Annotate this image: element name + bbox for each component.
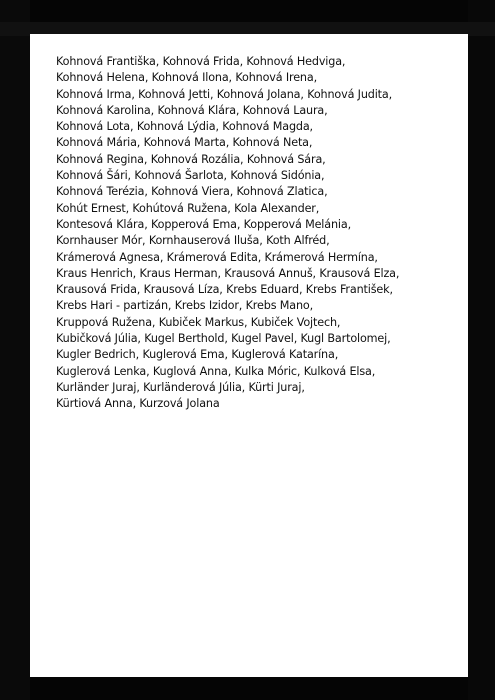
scan-border-right (468, 0, 495, 700)
name-list-line: Kuglerová Lenka, Kuglová Anna, Kulka Móric, Kulková Elsa, (56, 364, 376, 378)
name-list-line: Kohnová Mária, Kohnová Marta, Kohnová Neta, (56, 136, 313, 150)
name-list-line: Kohnová Šári, Kohnová Šarlota, Kohnová Sidónia, (56, 169, 325, 183)
name-list-line: Kohnová Karolina, Kohnová Klára, Kohnová Laura, (56, 103, 328, 117)
name-list-line: Kohnová Terézia, Kohnová Viera, Kohnová Zlatica, (56, 185, 328, 199)
name-list-line: Krausová Frida, Krausová Líza, Krebs Eduard, Krebs František, (56, 283, 393, 297)
name-list-line: Kohnová Regina, Kohnová Rozália, Kohnová Sára, (56, 152, 326, 166)
name-list (56, 54, 436, 413)
name-list-line: Kurländer Juraj, Kurländerová Júlia, Kürti Juraj, (56, 380, 305, 394)
name-list-line: Kohnová Lota, Kohnová Lýdia, Kohnová Magda, (56, 120, 313, 134)
name-list-line: Kohnová Irma, Kohnová Jetti, Kohnová Jolana, Kohnová Judita, (56, 87, 393, 101)
name-list-line: Kruppová Ružena, Kubiček Markus, Kubiček Vojtech, (56, 315, 341, 329)
name-list-line: Kugler Bedrich, Kuglerová Ema, Kuglerová Katarína, (56, 348, 339, 362)
name-list-line: Kohút Ernest, Kohútová Ružena, Kola Alexander, (56, 201, 320, 215)
name-list-line: Kohnová Františka, Kohnová Frida, Kohnová Hedviga, (56, 55, 346, 68)
name-list-line: Krebs Hari - partizán, Krebs Izidor, Krebs Mano, (56, 299, 314, 313)
name-list-line: Kubičková Júlia, Kugel Berthold, Kugel Pavel, Kugl Bartolomej, (56, 332, 391, 346)
name-list-line: Kürtiová Anna, Kurzová Jolana (56, 397, 220, 411)
name-list-line: Kontesová Klára, Kopperová Ema, Kopperová Melánia, (56, 217, 351, 231)
name-list-line: Kohnová Helena, Kohnová Ilona, Kohnová Irena, (56, 71, 317, 85)
scan-border-left (0, 0, 30, 700)
name-list-line: Krámerová Agnesa, Krámerová Edita, Krámerová Hermína, (56, 250, 378, 264)
name-list-line: Kornhauser Mór, Kornhauserová Iluša, Koth Alfréd, (56, 234, 330, 248)
name-list-line: Kraus Henrich, Kraus Herman, Krausová Annuš, Krausová Elza, (56, 266, 400, 280)
